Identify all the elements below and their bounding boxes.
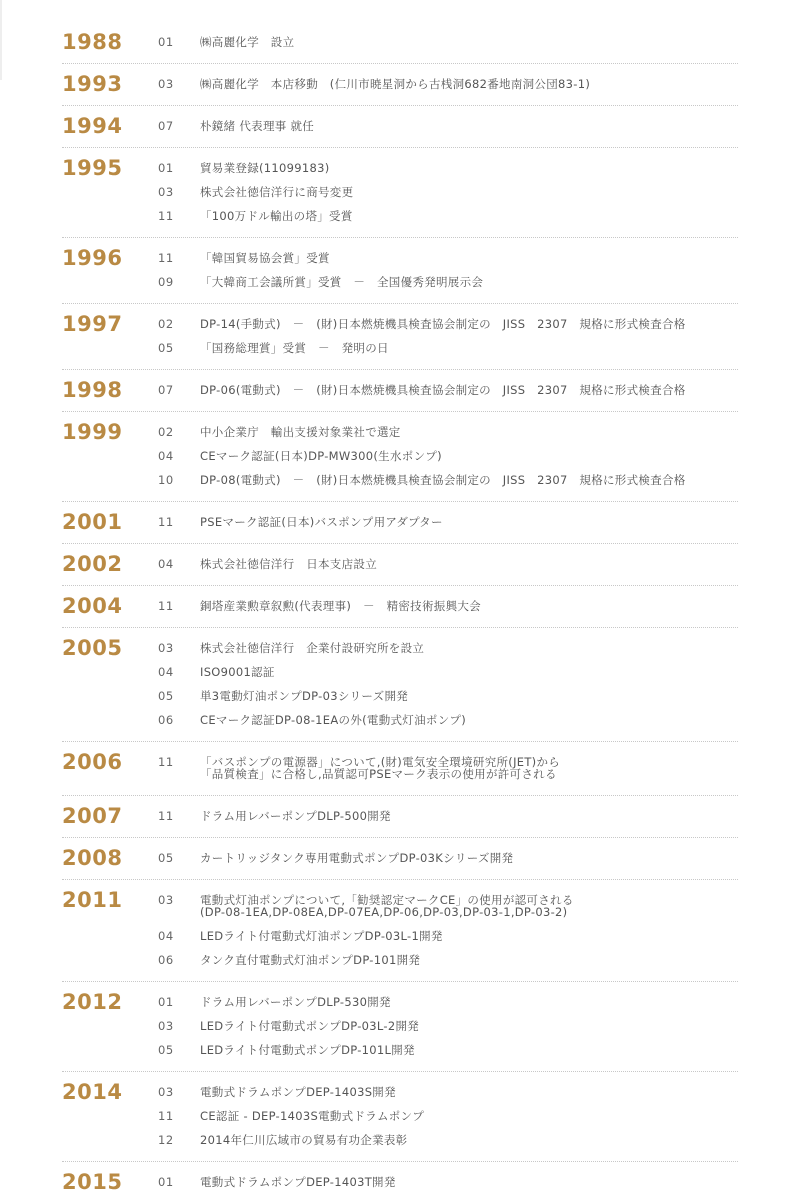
event-month: 12 bbox=[158, 1133, 174, 1147]
event-description: ㈱高麗化学 本店移動 (仁川市暁星洞から古桟洞682番地南洞公団83-1) bbox=[200, 77, 591, 91]
event-row bbox=[158, 990, 738, 1014]
event-description: 株式会社徳信洋行 企業付設研究所を設立 bbox=[200, 641, 425, 655]
event-row bbox=[158, 750, 738, 786]
year-block bbox=[62, 106, 738, 148]
event-list bbox=[158, 846, 738, 870]
year-label: 2011 bbox=[62, 888, 123, 912]
event-row bbox=[158, 420, 738, 444]
year-block bbox=[62, 796, 738, 838]
year-label: 1999 bbox=[62, 420, 123, 444]
event-list bbox=[158, 990, 738, 1062]
event-month: 01 bbox=[158, 995, 174, 1009]
event-month: 11 bbox=[158, 251, 174, 265]
event-month: 05 bbox=[158, 689, 174, 703]
event-month: 07 bbox=[158, 383, 174, 397]
event-month: 05 bbox=[158, 341, 174, 355]
event-list bbox=[158, 594, 738, 618]
left-edge-line bbox=[0, 0, 2, 80]
year-block bbox=[62, 880, 738, 982]
year-label: 1997 bbox=[62, 312, 123, 336]
year-label: 2015 bbox=[62, 1170, 123, 1194]
event-description: 銅塔産業勲章叙勲(代表理事) － 精密技術振興大会 bbox=[200, 599, 481, 613]
event-description: ㈱高麗化学 設立 bbox=[200, 35, 295, 49]
event-row bbox=[158, 1080, 738, 1104]
event-row bbox=[158, 204, 738, 228]
event-list bbox=[158, 510, 738, 534]
year-block bbox=[62, 742, 738, 796]
event-row bbox=[158, 246, 738, 270]
event-list bbox=[158, 1080, 738, 1152]
event-row bbox=[158, 114, 738, 138]
event-list bbox=[158, 30, 738, 54]
event-row bbox=[158, 444, 738, 468]
event-month: 02 bbox=[158, 317, 174, 331]
event-row bbox=[158, 708, 738, 732]
event-row bbox=[158, 468, 738, 492]
event-row bbox=[158, 636, 738, 660]
year-block bbox=[62, 838, 738, 880]
event-description: 「バスポンプの電源器」について,(財)電気安全環境研究所(JET)から 「品質検査」に合格し,品質認可PSEマーク表示の使用が許可される bbox=[200, 755, 561, 781]
event-list bbox=[158, 246, 738, 294]
company-history-timeline bbox=[62, 22, 738, 1203]
year-label: 2006 bbox=[62, 750, 123, 774]
event-month: 04 bbox=[158, 665, 174, 679]
event-row bbox=[158, 30, 738, 54]
year-block bbox=[62, 982, 738, 1072]
event-row bbox=[158, 336, 738, 360]
event-month: 07 bbox=[158, 119, 174, 133]
event-list bbox=[158, 420, 738, 492]
year-label: 2008 bbox=[62, 846, 123, 870]
event-list bbox=[158, 888, 738, 972]
year-label: 1996 bbox=[62, 246, 123, 270]
year-label: 1995 bbox=[62, 156, 123, 180]
event-description: 2014年仁川広域市の貿易有功企業表彰 bbox=[200, 1133, 408, 1147]
event-month: 05 bbox=[158, 851, 174, 865]
event-row bbox=[158, 924, 738, 948]
event-row bbox=[158, 1014, 738, 1038]
event-description: ドラム用レバーポンプDLP-500開発 bbox=[200, 809, 391, 823]
year-block bbox=[62, 412, 738, 502]
year-block bbox=[62, 544, 738, 586]
event-description: カートリッジタンク専用電動式ポンプDP-03Kシリーズ開発 bbox=[200, 851, 514, 865]
event-list bbox=[158, 1170, 738, 1194]
year-label: 1998 bbox=[62, 378, 123, 402]
event-month: 03 bbox=[158, 893, 174, 907]
event-description: LEDライト付電動式灯油ポンプDP-03L-1開発 bbox=[200, 929, 443, 943]
event-list bbox=[158, 72, 738, 96]
year-block bbox=[62, 64, 738, 106]
event-row bbox=[158, 594, 738, 618]
year-label: 1988 bbox=[62, 30, 123, 54]
event-month: 01 bbox=[158, 1175, 174, 1189]
year-block bbox=[62, 628, 738, 742]
event-list bbox=[158, 552, 738, 576]
event-description: DP-08(電動式) － (財)日本燃焼機具検査協会制定の JISS 2307 規格に形式検査合格 bbox=[200, 473, 686, 487]
year-label: 2012 bbox=[62, 990, 123, 1014]
event-description: 貿易業登録(11099183) bbox=[200, 161, 330, 175]
year-label: 2005 bbox=[62, 636, 123, 660]
event-month: 05 bbox=[158, 1043, 174, 1057]
event-description: 「韓国貿易協会賞」受賞 bbox=[200, 251, 330, 265]
event-description: 中小企業庁 輸出支援対象業社で選定 bbox=[200, 425, 401, 439]
event-month: 11 bbox=[158, 1109, 174, 1123]
event-row bbox=[158, 378, 738, 402]
event-row bbox=[158, 270, 738, 294]
event-list bbox=[158, 750, 738, 786]
event-list bbox=[158, 156, 738, 228]
event-month: 10 bbox=[158, 473, 174, 487]
event-month: 02 bbox=[158, 425, 174, 439]
year-block bbox=[62, 22, 738, 64]
event-description: ISO9001認証 bbox=[200, 665, 275, 679]
event-description: 「100万ドル輸出の塔」受賞 bbox=[200, 209, 353, 223]
event-month: 03 bbox=[158, 1085, 174, 1099]
year-block bbox=[62, 148, 738, 238]
event-month: 06 bbox=[158, 713, 174, 727]
event-month: 11 bbox=[158, 599, 174, 613]
event-month: 04 bbox=[158, 557, 174, 571]
year-block bbox=[62, 370, 738, 412]
event-month: 03 bbox=[158, 77, 174, 91]
year-label: 2004 bbox=[62, 594, 123, 618]
year-label: 2007 bbox=[62, 804, 123, 828]
event-row bbox=[158, 804, 738, 828]
event-list bbox=[158, 804, 738, 828]
year-block bbox=[62, 304, 738, 370]
event-month: 11 bbox=[158, 755, 174, 769]
year-block bbox=[62, 1072, 738, 1162]
year-block bbox=[62, 586, 738, 628]
event-list bbox=[158, 312, 738, 360]
year-label: 1993 bbox=[62, 72, 123, 96]
event-row bbox=[158, 156, 738, 180]
event-description: 「国務総理賞」受賞 － 発明の日 bbox=[200, 341, 389, 355]
year-block bbox=[62, 238, 738, 304]
event-description: 株式会社徳信洋行に商号変更 bbox=[200, 185, 354, 199]
event-month: 01 bbox=[158, 161, 174, 175]
event-row bbox=[158, 660, 738, 684]
event-description: DP-06(電動式) － (財)日本燃焼機具検査協会制定の JISS 2307 規格に形式検査合格 bbox=[200, 383, 686, 397]
year-label: 2014 bbox=[62, 1080, 123, 1104]
event-description: CE認証 - DEP-1403S電動式ドラムポンプ bbox=[200, 1109, 425, 1123]
year-label: 1994 bbox=[62, 114, 123, 138]
event-month: 03 bbox=[158, 641, 174, 655]
event-month: 03 bbox=[158, 185, 174, 199]
event-description: DP-14(手動式) － (財)日本燃焼機具検査協会制定の JISS 2307 規格に形式検査合格 bbox=[200, 317, 686, 331]
year-label: 2002 bbox=[62, 552, 123, 576]
event-row bbox=[158, 1128, 738, 1152]
event-description: タンク直付電動式灯油ポンプDP-101開発 bbox=[200, 953, 421, 967]
event-description: 株式会社徳信洋行 日本支店設立 bbox=[200, 557, 377, 571]
event-row bbox=[158, 510, 738, 534]
event-row bbox=[158, 180, 738, 204]
event-month: 03 bbox=[158, 1019, 174, 1033]
event-row bbox=[158, 888, 738, 924]
event-month: 06 bbox=[158, 953, 174, 967]
event-month: 04 bbox=[158, 449, 174, 463]
event-month: 04 bbox=[158, 929, 174, 943]
event-row bbox=[158, 1038, 738, 1062]
event-row bbox=[158, 684, 738, 708]
event-description: CEマーク認証DP-08-1EAの外(電動式灯油ポンプ) bbox=[200, 713, 467, 727]
event-row bbox=[158, 1170, 738, 1194]
event-description: 電動式ドラムポンプDEP-1403T開発 bbox=[200, 1175, 396, 1189]
event-description: 単3電動灯油ポンプDP-03シリーズ開発 bbox=[200, 689, 409, 703]
event-row bbox=[158, 552, 738, 576]
event-row bbox=[158, 312, 738, 336]
event-list bbox=[158, 114, 738, 138]
event-description: LEDライト付電動式ポンプDP-101L開発 bbox=[200, 1043, 415, 1057]
event-description: 朴鏡緒 代表理事 就任 bbox=[200, 119, 315, 133]
event-month: 11 bbox=[158, 515, 174, 529]
event-month: 11 bbox=[158, 209, 174, 223]
event-description: CEマーク認証(日本)DP-MW300(生水ポンプ) bbox=[200, 449, 442, 463]
event-month: 09 bbox=[158, 275, 174, 289]
year-block bbox=[62, 1162, 738, 1203]
event-description: ドラム用レバーポンプDLP-530開発 bbox=[200, 995, 391, 1009]
event-list bbox=[158, 378, 738, 402]
event-list bbox=[158, 636, 738, 732]
event-row bbox=[158, 72, 738, 96]
year-label: 2001 bbox=[62, 510, 123, 534]
event-description: LEDライト付電動式ポンプDP-03L-2開発 bbox=[200, 1019, 420, 1033]
event-month: 01 bbox=[158, 35, 174, 49]
event-description: 「大韓商工会議所賞」受賞 － 全国優秀発明展示会 bbox=[200, 275, 484, 289]
year-block bbox=[62, 502, 738, 544]
event-description: 電動式灯油ポンプについて,「勧奨認定マークCE」の使用が認可される (DP-08-1EA,DP-08EA,DP-07EA,DP-06,DP-03,DP-03-1,DP-03-2) bbox=[200, 893, 574, 919]
event-description: 電動式ドラムポンプDEP-1403S開発 bbox=[200, 1085, 396, 1099]
event-row bbox=[158, 948, 738, 972]
event-row bbox=[158, 846, 738, 870]
event-month: 11 bbox=[158, 809, 174, 823]
event-description: PSEマーク認証(日本)バスポンプ用アダプター bbox=[200, 515, 443, 529]
event-row bbox=[158, 1104, 738, 1128]
